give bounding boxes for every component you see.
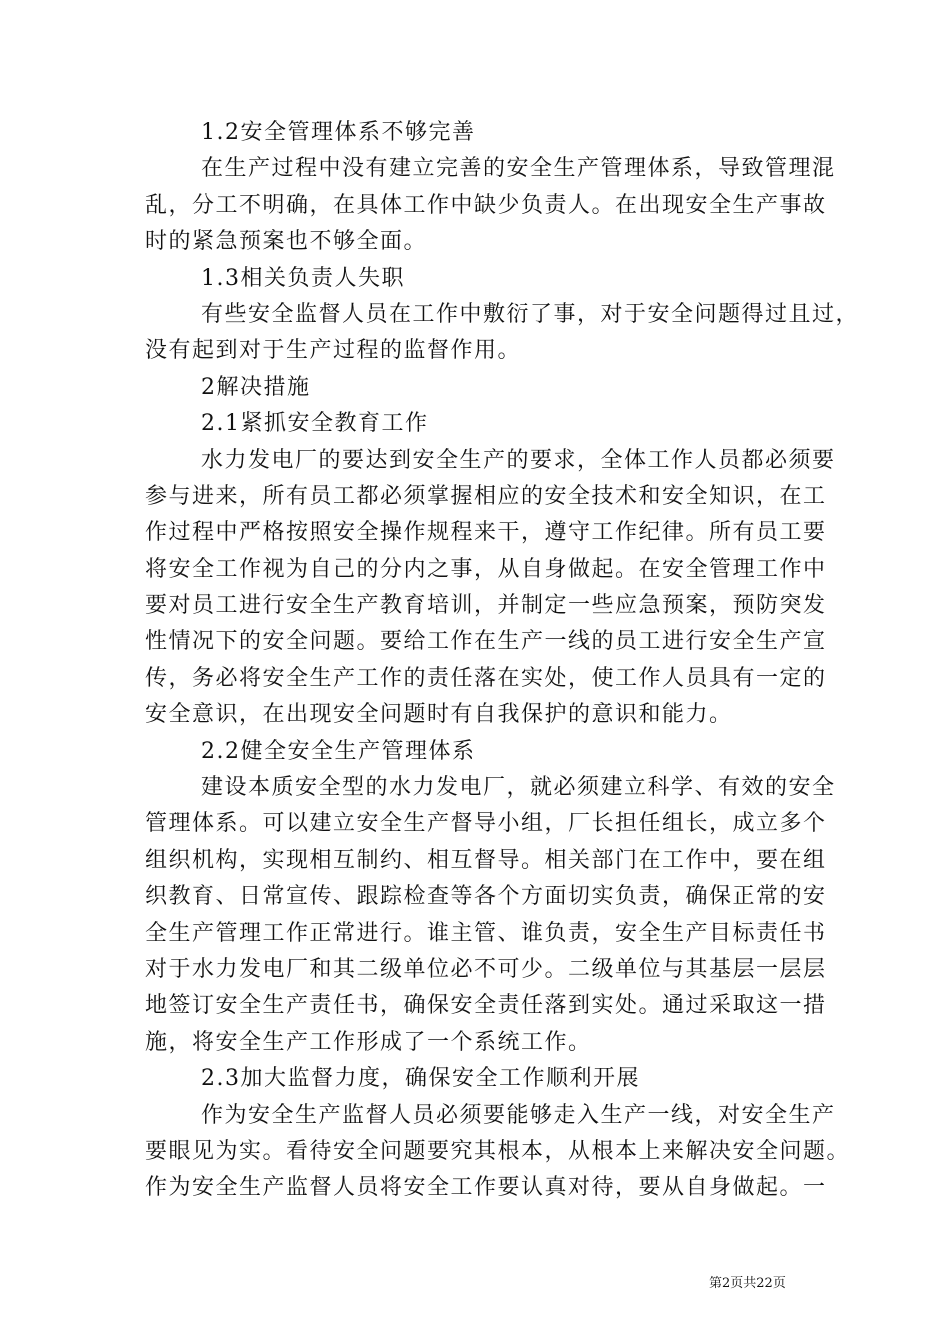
paragraph-line: 要眼见为实。看待安全问题要究其根本，从根本上来解决安全问题。 bbox=[145, 1138, 851, 1164]
paragraph-line: 性情况下的安全问题。要给工作在生产一线的员工进行安全生产宣 bbox=[145, 629, 827, 655]
paragraph-line: 作过程中严格按照安全操作规程来干，遵守工作纪律。所有员工要 bbox=[145, 520, 827, 546]
paragraph-line-indented: 作为安全生产监督人员必须要能够走入生产一线，对安全生产 bbox=[201, 1102, 836, 1128]
paragraph-line: 乱，分工不明确，在具体工作中缺少负责人。在出现安全生产事故 bbox=[145, 192, 827, 218]
paragraph-line: 组织机构，实现相互制约、相互督导。相关部门在工作中，要在组 bbox=[145, 847, 827, 873]
paragraph-line: 要对员工进行安全生产教育培训，并制定一些应急预案，预防突发 bbox=[145, 593, 827, 619]
paragraph-line-indented: 2.1紧抓安全教育工作 bbox=[201, 411, 429, 437]
paragraph-line-indented: 2解决措施 bbox=[201, 374, 311, 400]
paragraph-line: 时的紧急预案也不够全面。 bbox=[145, 229, 428, 255]
paragraph-line: 地签订安全生产责任书，确保安全责任落到实处。通过采取这一措 bbox=[145, 993, 827, 1019]
paragraph-line: 没有起到对于生产过程的监督作用。 bbox=[145, 338, 522, 364]
paragraph-line-indented: 在生产过程中没有建立完善的安全生产管理体系，导致管理混 bbox=[201, 156, 836, 182]
page-number-footer: 第2页共22页 bbox=[709, 1276, 786, 1291]
paragraph-line: 全生产管理工作正常进行。谁主管、谁负责，安全生产目标责任书 bbox=[145, 920, 827, 946]
paragraph-line: 对于水力发电厂和其二级单位必不可少。二级单位与其基层一层层 bbox=[145, 956, 827, 982]
paragraph-line: 安全意识，在出现安全问题时有自我保护的意识和能力。 bbox=[145, 702, 733, 728]
paragraph-line-indented: 1.3相关负责人失职 bbox=[201, 265, 405, 291]
paragraph-line: 织教育、日常宣传、跟踪检查等各个方面切实负责，确保正常的安 bbox=[145, 884, 827, 910]
paragraph-line-indented: 2.3加大监督力度，确保安全工作顺利开展 bbox=[201, 1066, 640, 1092]
paragraph-line-indented: 2.2健全安全生产管理体系 bbox=[201, 738, 476, 764]
paragraph-line-indented: 有些安全监督人员在工作中敷衍了事，对于安全问题得过且过， bbox=[201, 301, 860, 327]
paragraph-line-indented: 建设本质安全型的水力发电厂，就必须建立科学、有效的安全 bbox=[201, 775, 836, 801]
paragraph-line: 参与进来，所有员工都必须掌握相应的安全技术和安全知识，在工 bbox=[145, 483, 827, 509]
paragraph-line-indented: 水力发电厂的要达到安全生产的要求，全体工作人员都必须要 bbox=[201, 447, 836, 473]
paragraph-line: 施，将安全生产工作形成了一个系统工作。 bbox=[145, 1029, 592, 1055]
paragraph-line: 管理体系。可以建立安全生产督导小组，厂长担任组长，成立多个 bbox=[145, 811, 827, 837]
paragraph-line-indented: 1.2安全管理体系不够完善 bbox=[201, 120, 476, 145]
paragraph-line: 作为安全生产监督人员将安全工作要认真对待，要从自身做起。一 bbox=[145, 1175, 827, 1201]
paragraph-line: 将安全工作视为自己的分内之事，从自身做起。在安全管理工作中 bbox=[145, 556, 827, 582]
paragraph-line: 传，务必将安全生产工作的责任落在实处，使工作人员具有一定的 bbox=[145, 665, 827, 691]
document-body bbox=[145, 115, 860, 1207]
